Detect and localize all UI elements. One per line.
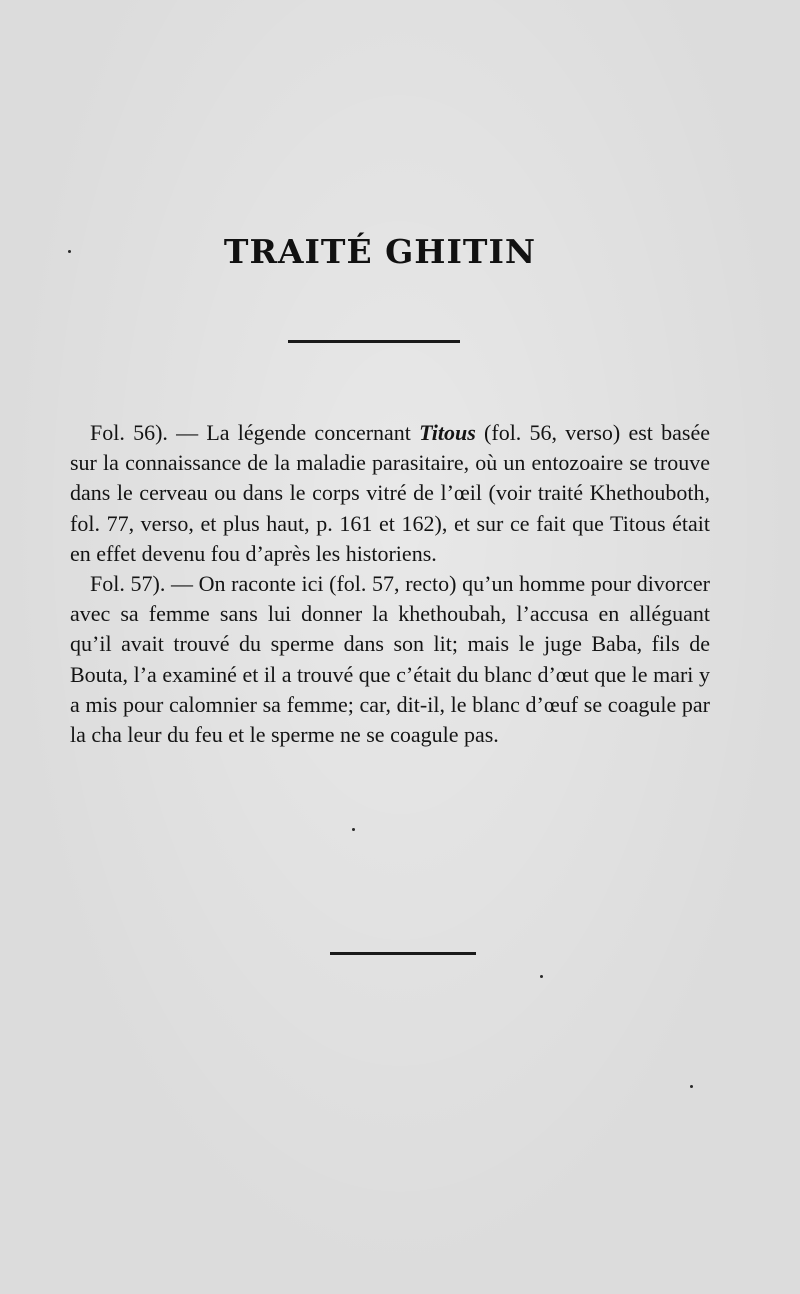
paragraph-fol-57 bbox=[70, 569, 710, 750]
body-text bbox=[70, 418, 710, 750]
italic-name: Titous bbox=[419, 420, 476, 445]
title-divider bbox=[288, 340, 460, 343]
paragraph-text: (fol. 56, verso) est basée sur la connaissance de la maladie parasitaire, où un entozoaire se trouve dans le cerveau ou dans le corps vitré de l’œil (voir traité Khethouboth, fol. 77, verso, et plus haut, p. 161 et 162), et sur ce fait que Titous était en effet devenu fou d’après les historiens. bbox=[70, 420, 710, 566]
print-speck bbox=[352, 828, 355, 831]
print-speck bbox=[68, 250, 71, 253]
folio-reference: Fol. 57). bbox=[90, 571, 166, 597]
page-title: TRAITÉ GHITIN bbox=[223, 232, 537, 271]
folio-reference: Fol. 56). bbox=[90, 420, 168, 445]
paragraph-lead: — La légende concernant bbox=[167, 420, 420, 445]
print-speck bbox=[540, 975, 543, 978]
paragraph-fol-56 bbox=[70, 418, 710, 569]
paragraph-text: — On raconte ici (fol. 57, recto) qu’un homme pour divorcer avec sa femme sans lui donner la khethoubah, l’accusa en alléguant qu’il avait trouvé du sperme dans son lit; mais le juge Baba, fils de Bouta, l’a examiné et il a trouvé que c’était du blanc d’œut que le mari y a mis pour calomnier sa femme; car, dit-il, le blanc d’œuf se coagule par la cha leur du feu et le sperme ne se coagule pas. bbox=[70, 571, 710, 748]
print-speck bbox=[690, 1085, 693, 1088]
section-end-divider bbox=[330, 952, 476, 955]
